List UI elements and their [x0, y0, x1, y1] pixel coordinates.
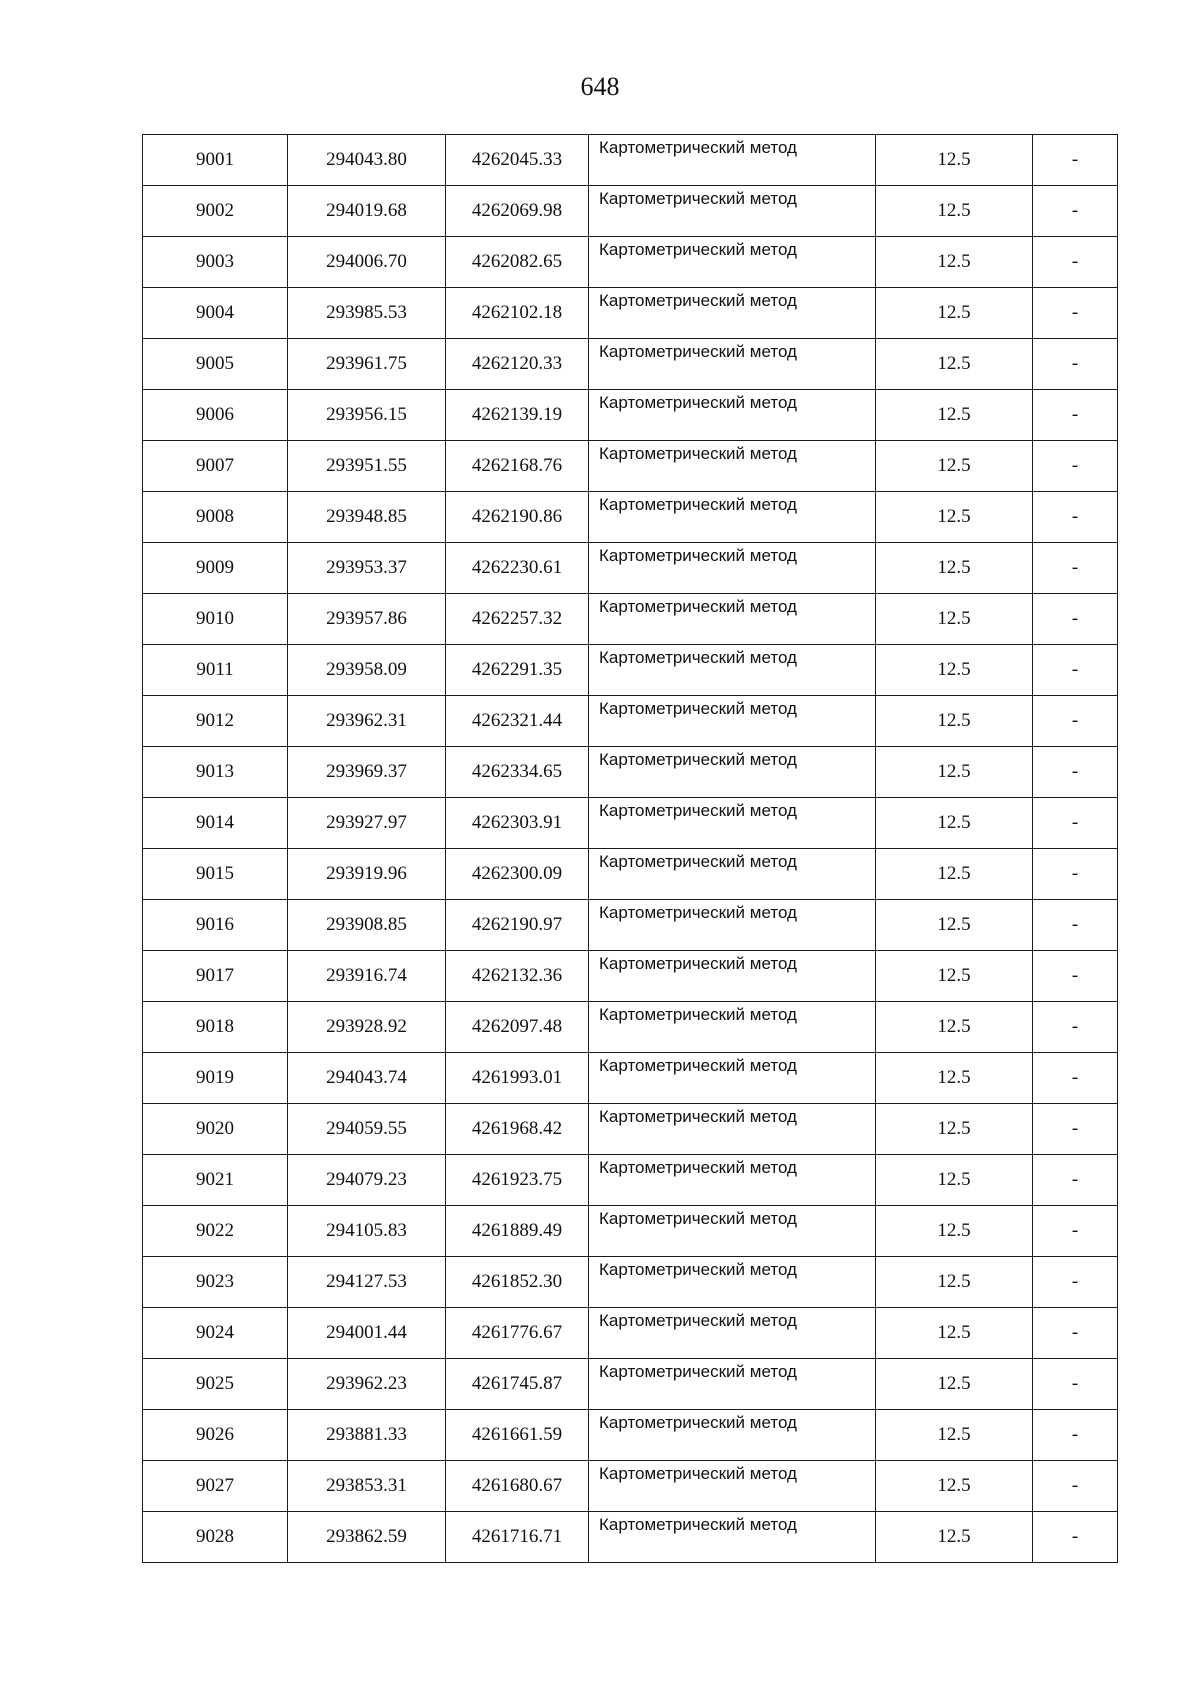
cell-x-coordinate: 293969.37 [288, 747, 446, 798]
cell-accuracy: 12.5 [876, 1461, 1033, 1512]
cell-point-number: 9009 [143, 543, 288, 594]
cell-x-coordinate: 293953.37 [288, 543, 446, 594]
cell-method: Картометрический метод [589, 492, 876, 543]
cell-accuracy: 12.5 [876, 288, 1033, 339]
cell-method: Картометрический метод [589, 1155, 876, 1206]
cell-point-number: 9017 [143, 951, 288, 1002]
cell-method: Картометрический метод [589, 1410, 876, 1461]
cell-note: - [1033, 594, 1118, 645]
cell-y-coordinate: 4262045.33 [446, 135, 589, 186]
cell-method: Картометрический метод [589, 1512, 876, 1563]
cell-x-coordinate: 293951.55 [288, 441, 446, 492]
cell-note: - [1033, 849, 1118, 900]
table-row [143, 441, 1118, 492]
cell-y-coordinate: 4261889.49 [446, 1206, 589, 1257]
cell-x-coordinate: 293958.09 [288, 645, 446, 696]
cell-x-coordinate: 293919.96 [288, 849, 446, 900]
table-row [143, 339, 1118, 390]
cell-note: - [1033, 543, 1118, 594]
cell-note: - [1033, 1461, 1118, 1512]
table-row [143, 1104, 1118, 1155]
cell-y-coordinate: 4261745.87 [446, 1359, 589, 1410]
cell-note: - [1033, 1053, 1118, 1104]
cell-y-coordinate: 4261993.01 [446, 1053, 589, 1104]
cell-point-number: 9005 [143, 339, 288, 390]
cell-y-coordinate: 4262082.65 [446, 237, 589, 288]
cell-method: Картометрический метод [589, 645, 876, 696]
cell-method: Картометрический метод [589, 186, 876, 237]
cell-note: - [1033, 441, 1118, 492]
cell-method: Картометрический метод [589, 594, 876, 645]
cell-y-coordinate: 4262132.36 [446, 951, 589, 1002]
cell-y-coordinate: 4262334.65 [446, 747, 589, 798]
cell-point-number: 9015 [143, 849, 288, 900]
cell-note: - [1033, 1308, 1118, 1359]
table-row [143, 1002, 1118, 1053]
cell-x-coordinate: 293916.74 [288, 951, 446, 1002]
cell-y-coordinate: 4262120.33 [446, 339, 589, 390]
table-row [143, 645, 1118, 696]
cell-accuracy: 12.5 [876, 390, 1033, 441]
cell-x-coordinate: 294043.80 [288, 135, 446, 186]
cell-accuracy: 12.5 [876, 747, 1033, 798]
cell-accuracy: 12.5 [876, 798, 1033, 849]
table-row [143, 1257, 1118, 1308]
cell-x-coordinate: 293927.97 [288, 798, 446, 849]
cell-x-coordinate: 294043.74 [288, 1053, 446, 1104]
cell-x-coordinate: 293948.85 [288, 492, 446, 543]
table-row [143, 1308, 1118, 1359]
cell-method: Картометрический метод [589, 339, 876, 390]
cell-note: - [1033, 186, 1118, 237]
cell-accuracy: 12.5 [876, 849, 1033, 900]
cell-method: Картометрический метод [589, 696, 876, 747]
cell-point-number: 9019 [143, 1053, 288, 1104]
table-row [143, 696, 1118, 747]
table-row [143, 186, 1118, 237]
cell-x-coordinate: 293957.86 [288, 594, 446, 645]
cell-y-coordinate: 4261923.75 [446, 1155, 589, 1206]
cell-x-coordinate: 293853.31 [288, 1461, 446, 1512]
cell-y-coordinate: 4262291.35 [446, 645, 589, 696]
cell-point-number: 9002 [143, 186, 288, 237]
table-row [143, 594, 1118, 645]
cell-note: - [1033, 1002, 1118, 1053]
cell-point-number: 9020 [143, 1104, 288, 1155]
cell-note: - [1033, 1257, 1118, 1308]
table-body [143, 135, 1118, 1563]
cell-note: - [1033, 798, 1118, 849]
cell-accuracy: 12.5 [876, 1257, 1033, 1308]
cell-x-coordinate: 294079.23 [288, 1155, 446, 1206]
cell-accuracy: 12.5 [876, 645, 1033, 696]
cell-accuracy: 12.5 [876, 1053, 1033, 1104]
cell-method: Картометрический метод [589, 1104, 876, 1155]
cell-x-coordinate: 293881.33 [288, 1410, 446, 1461]
cell-y-coordinate: 4262102.18 [446, 288, 589, 339]
table-row [143, 135, 1118, 186]
cell-point-number: 9028 [143, 1512, 288, 1563]
cell-y-coordinate: 4262190.97 [446, 900, 589, 951]
cell-point-number: 9021 [143, 1155, 288, 1206]
cell-point-number: 9010 [143, 594, 288, 645]
cell-point-number: 9023 [143, 1257, 288, 1308]
cell-y-coordinate: 4261852.30 [446, 1257, 589, 1308]
cell-x-coordinate: 293962.31 [288, 696, 446, 747]
cell-y-coordinate: 4261661.59 [446, 1410, 589, 1461]
cell-method: Картометрический метод [589, 441, 876, 492]
cell-accuracy: 12.5 [876, 492, 1033, 543]
table-row [143, 1155, 1118, 1206]
cell-accuracy: 12.5 [876, 339, 1033, 390]
cell-point-number: 9012 [143, 696, 288, 747]
table-row [143, 1053, 1118, 1104]
table-row [143, 1461, 1118, 1512]
cell-note: - [1033, 492, 1118, 543]
cell-point-number: 9001 [143, 135, 288, 186]
cell-method: Картометрический метод [589, 288, 876, 339]
cell-x-coordinate: 294127.53 [288, 1257, 446, 1308]
cell-method: Картометрический метод [589, 900, 876, 951]
cell-method: Картометрический метод [589, 543, 876, 594]
cell-point-number: 9011 [143, 645, 288, 696]
cell-y-coordinate: 4262168.76 [446, 441, 589, 492]
cell-accuracy: 12.5 [876, 951, 1033, 1002]
cell-x-coordinate: 294006.70 [288, 237, 446, 288]
table-row [143, 1359, 1118, 1410]
table-row [143, 951, 1118, 1002]
cell-y-coordinate: 4261968.42 [446, 1104, 589, 1155]
cell-accuracy: 12.5 [876, 543, 1033, 594]
cell-accuracy: 12.5 [876, 900, 1033, 951]
cell-method: Картометрический метод [589, 1308, 876, 1359]
cell-x-coordinate: 294001.44 [288, 1308, 446, 1359]
cell-x-coordinate: 293956.15 [288, 390, 446, 441]
cell-note: - [1033, 747, 1118, 798]
cell-note: - [1033, 288, 1118, 339]
cell-y-coordinate: 4262190.86 [446, 492, 589, 543]
cell-y-coordinate: 4261776.67 [446, 1308, 589, 1359]
cell-note: - [1033, 951, 1118, 1002]
cell-method: Картометрический метод [589, 390, 876, 441]
cell-method: Картометрический метод [589, 1053, 876, 1104]
cell-x-coordinate: 293985.53 [288, 288, 446, 339]
cell-point-number: 9016 [143, 900, 288, 951]
cell-note: - [1033, 237, 1118, 288]
cell-point-number: 9006 [143, 390, 288, 441]
cell-accuracy: 12.5 [876, 1104, 1033, 1155]
cell-accuracy: 12.5 [876, 186, 1033, 237]
cell-y-coordinate: 4262069.98 [446, 186, 589, 237]
cell-accuracy: 12.5 [876, 1410, 1033, 1461]
cell-y-coordinate: 4262321.44 [446, 696, 589, 747]
cell-y-coordinate: 4262303.91 [446, 798, 589, 849]
coordinates-table [142, 134, 1118, 1563]
cell-note: - [1033, 339, 1118, 390]
table-row [143, 1512, 1118, 1563]
cell-point-number: 9024 [143, 1308, 288, 1359]
table-row [143, 237, 1118, 288]
table-row [143, 798, 1118, 849]
table-row [143, 390, 1118, 441]
cell-point-number: 9003 [143, 237, 288, 288]
cell-x-coordinate: 294059.55 [288, 1104, 446, 1155]
cell-note: - [1033, 1410, 1118, 1461]
cell-x-coordinate: 293862.59 [288, 1512, 446, 1563]
table-row [143, 543, 1118, 594]
cell-accuracy: 12.5 [876, 1206, 1033, 1257]
table-row [143, 492, 1118, 543]
cell-note: - [1033, 1206, 1118, 1257]
cell-point-number: 9007 [143, 441, 288, 492]
cell-note: - [1033, 1104, 1118, 1155]
cell-accuracy: 12.5 [876, 1002, 1033, 1053]
table-row [143, 900, 1118, 951]
cell-note: - [1033, 645, 1118, 696]
cell-point-number: 9027 [143, 1461, 288, 1512]
cell-x-coordinate: 294019.68 [288, 186, 446, 237]
cell-method: Картометрический метод [589, 1461, 876, 1512]
cell-method: Картометрический метод [589, 747, 876, 798]
cell-note: - [1033, 696, 1118, 747]
cell-point-number: 9022 [143, 1206, 288, 1257]
cell-method: Картометрический метод [589, 135, 876, 186]
cell-note: - [1033, 1359, 1118, 1410]
table-row [143, 747, 1118, 798]
cell-accuracy: 12.5 [876, 237, 1033, 288]
cell-point-number: 9025 [143, 1359, 288, 1410]
cell-x-coordinate: 293908.85 [288, 900, 446, 951]
table-row [143, 288, 1118, 339]
cell-y-coordinate: 4262230.61 [446, 543, 589, 594]
cell-x-coordinate: 293961.75 [288, 339, 446, 390]
cell-accuracy: 12.5 [876, 1359, 1033, 1410]
cell-point-number: 9014 [143, 798, 288, 849]
cell-method: Картометрический метод [589, 1257, 876, 1308]
cell-note: - [1033, 135, 1118, 186]
cell-point-number: 9018 [143, 1002, 288, 1053]
cell-note: - [1033, 390, 1118, 441]
cell-accuracy: 12.5 [876, 594, 1033, 645]
cell-point-number: 9013 [143, 747, 288, 798]
cell-accuracy: 12.5 [876, 1155, 1033, 1206]
page-number: 648 [580, 72, 620, 101]
cell-y-coordinate: 4261716.71 [446, 1512, 589, 1563]
cell-accuracy: 12.5 [876, 1308, 1033, 1359]
cell-accuracy: 12.5 [876, 441, 1033, 492]
table-row [143, 1206, 1118, 1257]
cell-y-coordinate: 4261680.67 [446, 1461, 589, 1512]
cell-accuracy: 12.5 [876, 135, 1033, 186]
table-row [143, 849, 1118, 900]
cell-point-number: 9004 [143, 288, 288, 339]
cell-method: Картометрический метод [589, 1002, 876, 1053]
cell-x-coordinate: 294105.83 [288, 1206, 446, 1257]
cell-note: - [1033, 1512, 1118, 1563]
cell-method: Картометрический метод [589, 798, 876, 849]
cell-accuracy: 12.5 [876, 1512, 1033, 1563]
cell-y-coordinate: 4262300.09 [446, 849, 589, 900]
cell-y-coordinate: 4262139.19 [446, 390, 589, 441]
cell-note: - [1033, 1155, 1118, 1206]
cell-method: Картометрический метод [589, 237, 876, 288]
cell-y-coordinate: 4262257.32 [446, 594, 589, 645]
cell-accuracy: 12.5 [876, 696, 1033, 747]
table-row [143, 1410, 1118, 1461]
cell-point-number: 9008 [143, 492, 288, 543]
cell-x-coordinate: 293928.92 [288, 1002, 446, 1053]
cell-method: Картометрический метод [589, 1359, 876, 1410]
cell-point-number: 9026 [143, 1410, 288, 1461]
cell-x-coordinate: 293962.23 [288, 1359, 446, 1410]
cell-method: Картометрический метод [589, 1206, 876, 1257]
cell-method: Картометрический метод [589, 849, 876, 900]
cell-note: - [1033, 900, 1118, 951]
cell-method: Картометрический метод [589, 951, 876, 1002]
cell-y-coordinate: 4262097.48 [446, 1002, 589, 1053]
